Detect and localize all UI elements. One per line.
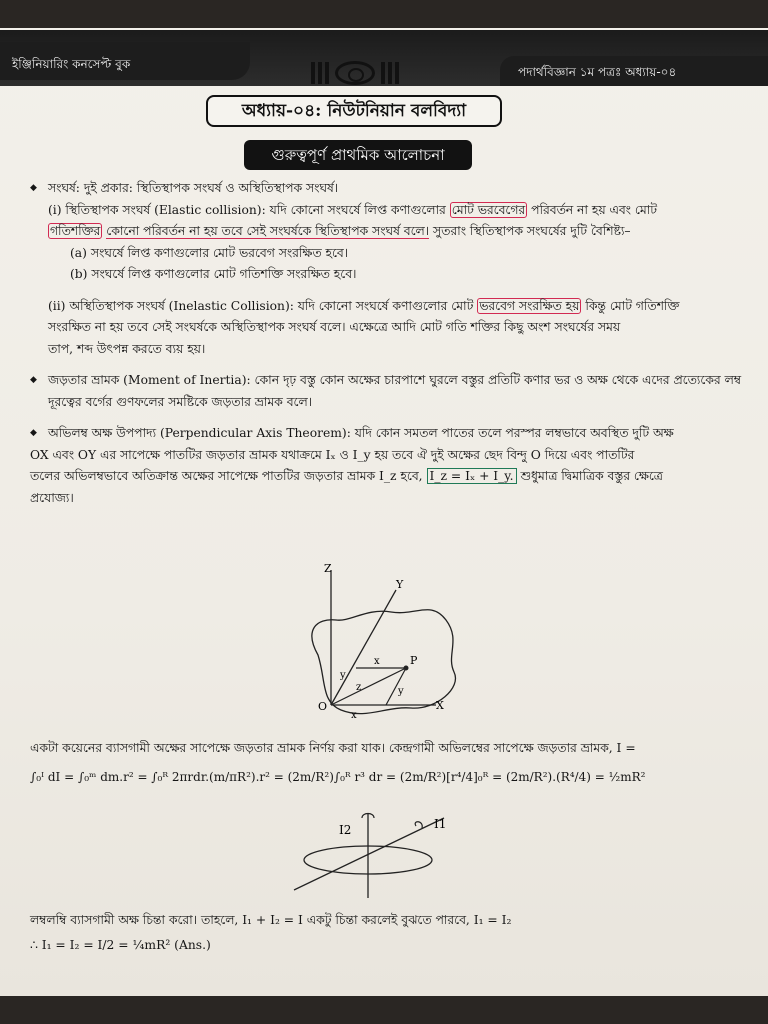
inelastic-line-1 [30, 296, 742, 318]
publisher-logo [280, 60, 430, 86]
inelastic-line-3: তাপ, শব্দ উৎপন্ন করতে ব্যয় হয়। [48, 341, 206, 356]
elastic-text: (i) স্থিতিস্থাপক সংঘর্ষ (Elastic collision): যদি কোনো সংঘর্ষে লিপ্ত কণাগুলোর [48, 202, 446, 217]
disc-axes-diagram [284, 808, 460, 902]
seg-label-x-top: x [374, 656, 380, 667]
chapter-title: অধ্যায়-০৪: নিউটনিয়ান বলবিদ্যা [206, 95, 502, 127]
perp-axis-text: তলের অভিলম্বভাবে অতিক্রান্ত অক্ষের সাপেক্ষে পাতটির জড়তার ভ্রামক I_z হবে, [30, 469, 423, 483]
axis-label-x: X [436, 699, 444, 712]
elastic-feature-a: (a) সংঘর্ষে লিপ্ত কণাগুলোর মোট ভরবেগ সংরক্ষিত হবে। [70, 245, 349, 260]
perp-axis-line-3 [30, 466, 742, 488]
inelastic-text: (ii) অস্থিতিস্থাপক সংঘর্ষ (Inelastic Collision): যদি কোনো সংঘর্ষে কণাগুলোর মোট [48, 298, 474, 313]
rotation-arrow-icon-2 [415, 822, 422, 828]
header-book-name: ইঞ্জিনিয়ারিং কনসেপ্ট বুক [0, 42, 250, 80]
seg-label-y-left: y [340, 670, 346, 681]
elastic-line-2 [30, 221, 742, 243]
axis-label-z: Z [324, 562, 332, 575]
highlight-total-momentum: মোট ভরবেগের [451, 202, 526, 217]
moment-of-inertia-definition: ◆ জড়তার ভ্রামক (Moment of Inertia): কোন দৃঢ় বস্তু কোন অক্ষের চারপাশে ঘুরলে বস্তুর প্রতিটি কণার ভর ও অক্ষ থেকে এদের প্রত্যেকের লম্ব দূরত্বের বর্গের গুণফলের সমষ্টিকে জড়তার ভ্রামক বলে। [30, 370, 742, 413]
inelastic-text: কিন্তু মোট গতিশক্তি [585, 298, 680, 313]
ring-derivation-equation: ∫₀ᴵ dI = ∫₀ᵐ dm.r² = ∫₀ᴿ 2πrdr.(m/πR²).r² = (2m/R²)∫₀ᴿ r³ dr = (2m/R²)[r⁴/4]₀ᴿ = (2m/R²).(R⁴/4) = ½mR² [30, 770, 646, 784]
logo-bars-left [311, 62, 329, 84]
axis-label-y: Y [396, 578, 404, 591]
perp-axis-formula: I_z = Iₓ + I_y. [427, 468, 517, 484]
seg-label-x-bottom: x [351, 710, 357, 721]
page-content [30, 178, 742, 509]
axis-label-i1: I1 [434, 817, 447, 831]
underlined-definition: কোনো পরিবর্তন না হয় তবে সেই সংঘর্ষকে স্থিতিস্থাপক সংঘর্ষ বলে। [106, 224, 430, 238]
point-label-p: P [410, 654, 418, 667]
perp-axis-line-2: OX এবং OY এর সাপেক্ষে পাতটির জড়তার ভ্রামক যথাক্রমে Iₓ ও I_y হয় তবে ঐ দুই অক্ষের ছেদ বিন্দু O দিয়ে এবং পাতটির [30, 447, 635, 462]
header-chapter-ref: পদার্থবিজ্ঞান ১ম পত্রঃ অধ্যায়-০৪ [500, 56, 768, 86]
axis-label-i2: I2 [339, 823, 352, 837]
elastic-text: পরিবর্তন না হয় এবং মোট [531, 202, 657, 217]
logo-bars-right [381, 62, 399, 84]
elastic-line-1 [30, 200, 742, 222]
lamina-outline [312, 610, 456, 714]
perpendicular-axis-diagram [296, 560, 466, 728]
elastic-text: সুতরাং স্থিতিস্থাপক সংঘর্ষের দুটি বৈশিষ্ট্য– [433, 224, 631, 238]
elastic-feature-b: (b) সংঘর্ষে লিপ্ত কণাগুলোর মোট গতিশক্তি সংরক্ষিত হবে। [70, 267, 357, 281]
section-title: গুরুত্বপূর্ণ প্রাথমিক আলোচনা [244, 140, 472, 170]
perp-axis-text: শুধুমাত্র দ্বিমাত্রিক বস্তুর ক্ষেত্রে [520, 469, 663, 483]
perp-axis-line-1: ◆ অভিলম্ব অক্ষ উপপাদ্য (Perpendicular Axis Theorem): যদি কোন সমতল পাতের তলে পরস্পর লম্বভাবে অবস্থিত দুটি অক্ষ [30, 423, 742, 445]
origin-label-o: O [318, 700, 328, 713]
highlight-momentum-conserved: ভরবেগ সংরক্ষিত হয় [479, 298, 580, 313]
seg-label-y-right: y [398, 686, 404, 697]
conclusion-answer: ∴ I₁ = I₂ = I/2 = ¼mR² (Ans.) [30, 938, 211, 952]
perp-axis-line-4: প্রযোজ্য। [30, 490, 74, 505]
conclusion-line-1: লম্বলম্বি ব্যাসগামী অক্ষ চিন্তা করো। তাহলে, I₁ + I₂ = I একটু চিন্তা করলেই বুঝতে পারবে, I₁ = I₂ [30, 913, 512, 927]
inelastic-line-2: সংরক্ষিত না হয় তবে সেই সংঘর্ষকে অস্থিতিস্থাপক সংঘর্ষ বলে। এক্ষেত্রে আদি মোট গতি শক্তির কিছু অংশ সংঘর্ষের সময় [48, 320, 621, 334]
highlight-kinetic-energy: গতিশক্তির [50, 224, 101, 238]
gear-icon [335, 61, 375, 85]
seg-label-z: z [356, 682, 362, 693]
collision-intro: ◆ সংঘর্ষ: দুই প্রকার: স্থিতিস্থাপক সংঘর্ষ ও অস্থিতিস্থাপক সংঘর্ষ। [30, 178, 742, 200]
ring-intro-line: একটা কয়েনের ব্যাসগামী অক্ষের সাপেক্ষে জড়তার ভ্রামক নির্ণয় করা যাক। কেন্দ্রগামী অভিলম্বের সাপেক্ষে জড়তার ভ্রামক, I = [30, 741, 636, 755]
